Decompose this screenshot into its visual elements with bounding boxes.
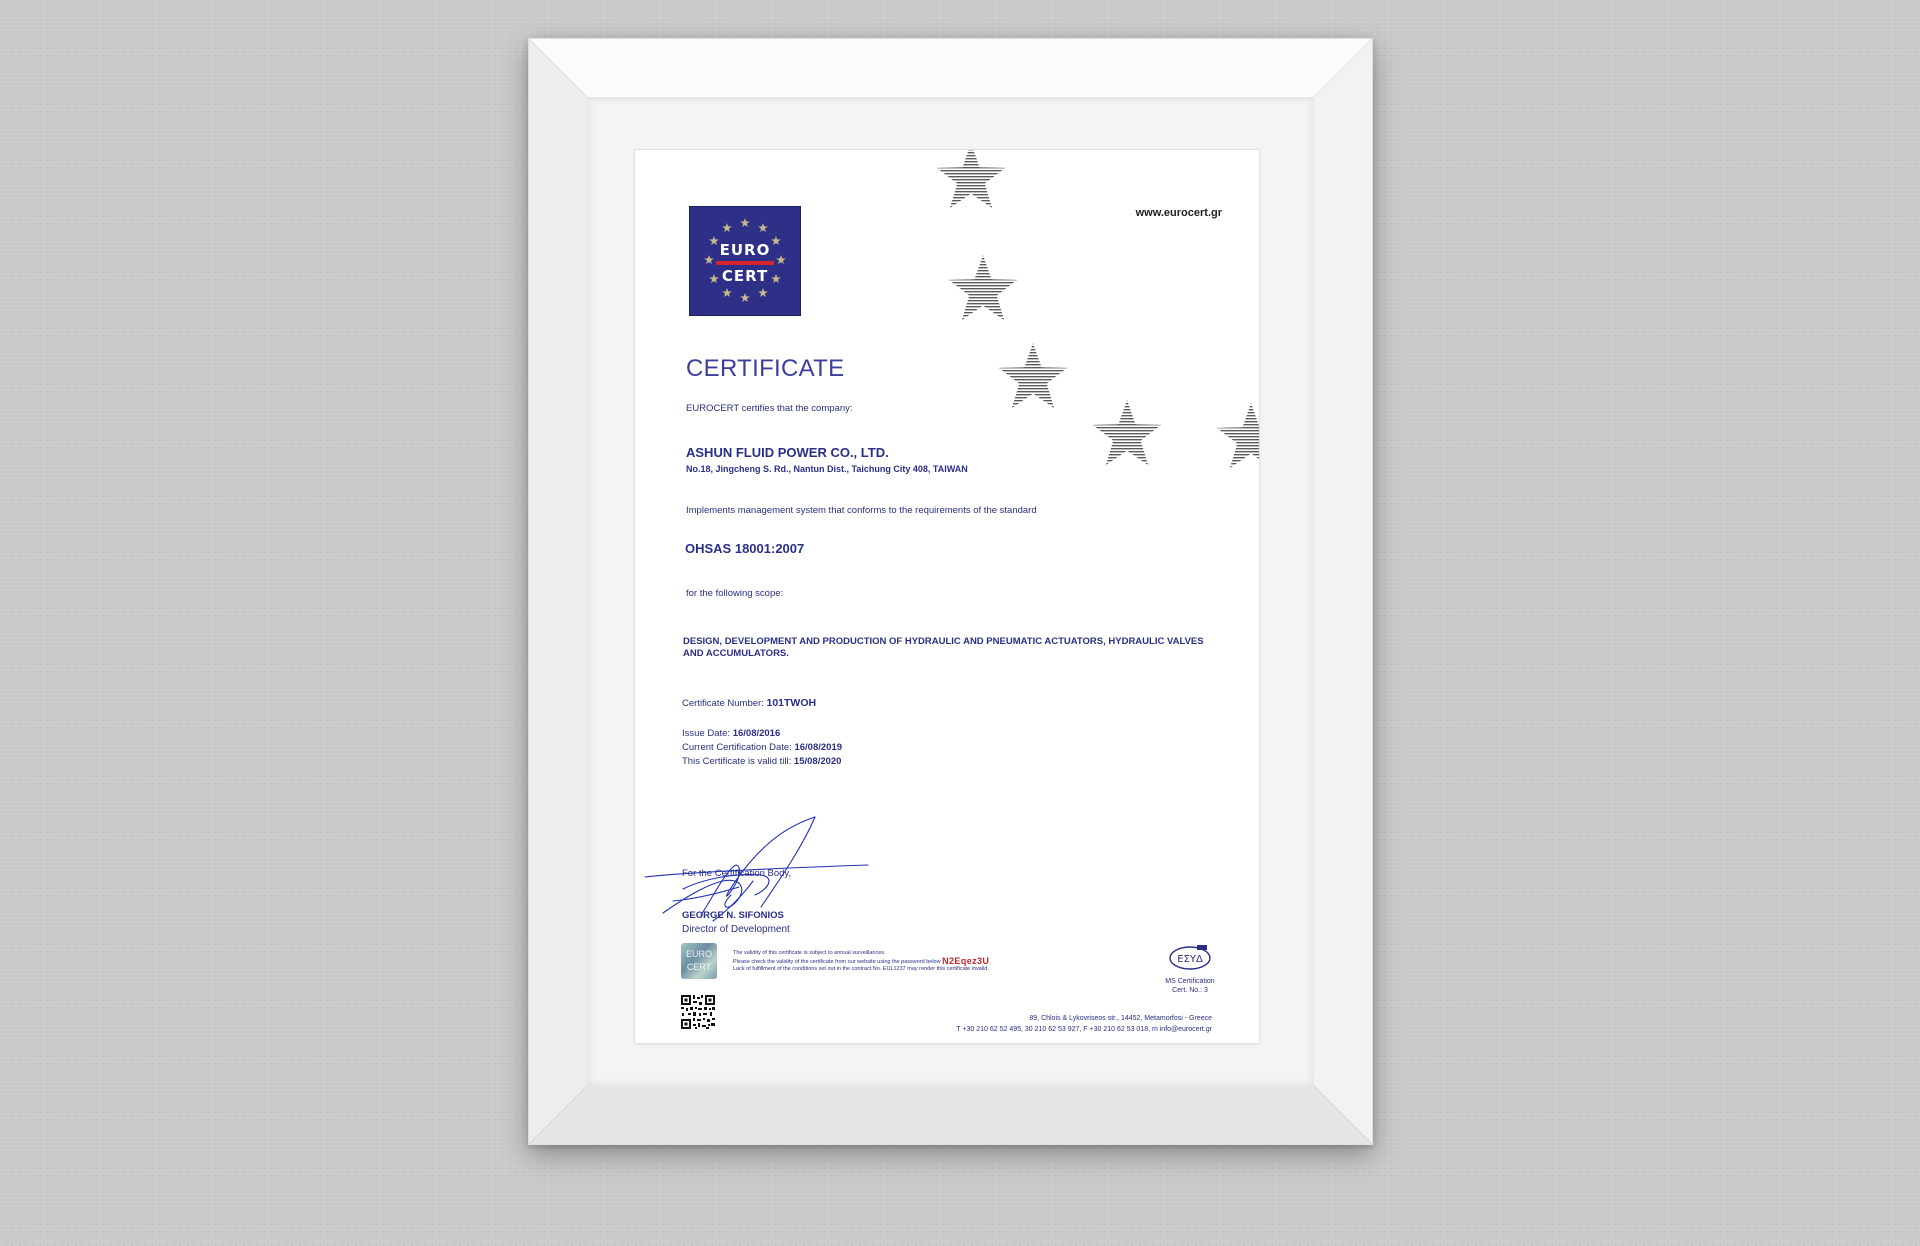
footer-contacts: T +30 210 62 52 495, 30 210 62 53 927, F +30 210 62 53 018, m info@eurocert.gr — [956, 1026, 1212, 1033]
hologram-seal — [681, 943, 717, 979]
footer-contact — [956, 1013, 1212, 1035]
current-certification-date — [682, 741, 842, 755]
signer-name: GEORGE N. SIFONIOS — [682, 910, 784, 921]
logo-word-cert: CERT — [721, 267, 769, 285]
certificate-title: CERTIFICATE — [686, 355, 845, 382]
validity-notice — [733, 950, 989, 974]
star-icon — [937, 150, 1005, 208]
current-date-label: Current Certification Date: — [682, 742, 792, 753]
certificate-number-value: 101TWOH — [766, 697, 817, 709]
star-icon — [1217, 403, 1259, 468]
star-icon — [949, 255, 1017, 320]
company-name: ASHUN FLUID POWER CO., LTD. — [686, 445, 889, 460]
esyd-logo-icon — [1159, 944, 1221, 972]
accreditation-line-2: Cert. No.: 3 — [1172, 987, 1208, 994]
certificate-dates — [682, 727, 842, 769]
validity-line-2-text: Please check the validity of the certificate from our website using the password below — [733, 958, 941, 965]
issue-date-value: 16/08/2016 — [732, 728, 781, 739]
certificate-number — [682, 697, 816, 709]
validity-line-2 — [733, 955, 990, 967]
hologram-word-euro: EURO — [685, 949, 712, 959]
current-date-value: 16/08/2019 — [794, 742, 843, 753]
website-url: www.eurocert.gr — [1135, 207, 1222, 219]
logo-word-euro: EURO — [719, 241, 771, 259]
issue-date-label: Issue Date: — [682, 728, 731, 739]
hologram-word-cert: CERT — [686, 962, 712, 972]
company-address: No.18, Jingcheng S. Rd., Nantun Dist., Taichung City 408, TAIWAN — [686, 464, 968, 474]
eurocert-logo — [689, 206, 801, 316]
certificate-number-label: Certificate Number: — [682, 698, 764, 709]
valid-till-value: 15/08/2020 — [793, 756, 842, 767]
footer-address: 89, Chlois & Lykovriseos str., 14452, Metamorfosi - Greece — [1029, 1015, 1212, 1022]
conformance-text: Implements management system that conforms to the requirements of the standard — [686, 505, 1037, 516]
handwritten-signature — [643, 815, 883, 945]
logo-red-bar — [716, 261, 774, 265]
certification-body-label: For the Certification Body, — [682, 868, 792, 879]
issue-date — [682, 727, 842, 741]
scope-label: for the following scope: — [686, 588, 784, 599]
esyd-mark-text: ΕΣΥΔ — [1177, 954, 1203, 965]
valid-till-label: This Certificate is valid till: — [682, 756, 792, 767]
star-icon — [1093, 400, 1161, 465]
scope-text: DESIGN, DEVELOPMENT AND PRODUCTION OF HYDRAULIC AND PNEUMATIC ACTUATORS, HYDRAULIC VALVES AND ACCUMULATORS. — [683, 636, 1204, 659]
star-icon — [999, 343, 1067, 408]
certificate-document — [635, 150, 1259, 1043]
accreditation-mark — [1159, 944, 1221, 995]
qr-code-icon — [680, 994, 716, 1030]
validity-line-1: The validity of this certificate is subject to annual surveillances. — [733, 950, 886, 956]
intro-text: EUROCERT certifies that the company: — [686, 403, 853, 414]
valid-till-date — [682, 755, 842, 769]
accreditation-line-1: MS Certification — [1165, 978, 1215, 985]
signer-role: Director of Development — [682, 924, 790, 935]
validity-line-3: Lack of fulfillment of the conditions set out in the contract No. EUL1237 may render this certificate invalid. — [733, 966, 989, 972]
validation-password: N2Eqez3U — [942, 955, 990, 966]
standard-name: OHSAS 18001:2007 — [685, 541, 805, 556]
